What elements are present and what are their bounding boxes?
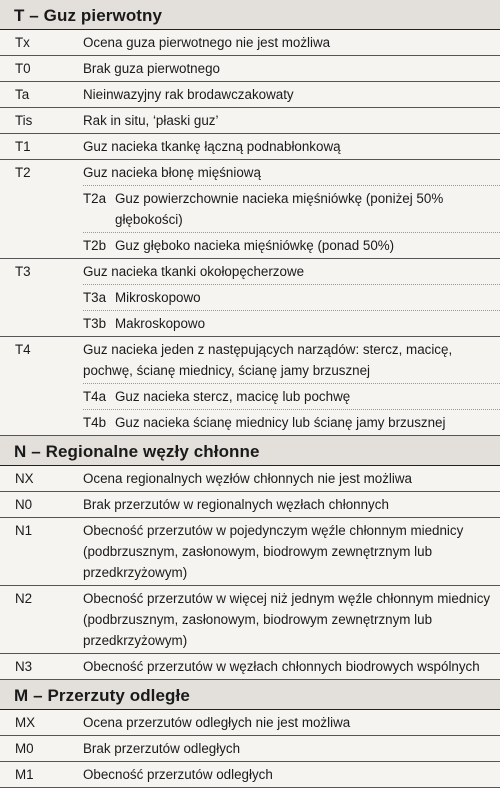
row-code: T1 xyxy=(15,139,31,154)
table-row xyxy=(0,736,500,762)
row-content xyxy=(83,588,500,651)
table-row xyxy=(0,518,500,586)
row-description: Brak przerzutów odległych xyxy=(83,741,241,756)
table-row xyxy=(0,30,500,56)
row-description: Obecność przerzutów odległych xyxy=(83,767,273,782)
row-code: N0 xyxy=(15,497,33,512)
row-code: M1 xyxy=(15,767,34,782)
table-row xyxy=(0,586,500,654)
row-code: Tis xyxy=(15,113,33,128)
row-content xyxy=(83,136,500,157)
row-content xyxy=(83,656,500,677)
table-row xyxy=(0,492,500,518)
row-content xyxy=(83,468,500,489)
row-content xyxy=(83,162,500,256)
sub-row-description: Guz głęboko nacieka mięśniówkę (ponad 50%) xyxy=(115,238,395,253)
sub-row-description: Guz nacieka stercz, macicę lub pochwę xyxy=(115,389,351,404)
sub-row xyxy=(83,310,500,334)
row-content xyxy=(83,84,500,105)
row-code: T4 xyxy=(15,342,31,357)
row-code: MX xyxy=(15,715,36,730)
sub-row xyxy=(83,383,500,407)
sub-row xyxy=(83,284,500,308)
row-code: Ta xyxy=(15,87,30,102)
sub-row xyxy=(83,232,500,256)
sub-row-description: Makroskopowo xyxy=(115,316,206,331)
row-code: N3 xyxy=(15,659,33,674)
sub-row-code: T4b xyxy=(83,415,107,430)
section-header: M – Przerzuty odległe xyxy=(0,680,500,710)
table-row xyxy=(0,654,500,680)
row-description: Guz nacieka tkanki okołopęcherzowe xyxy=(83,264,305,279)
row-content xyxy=(83,261,500,334)
table-row xyxy=(0,56,500,82)
row-description: Guz nacieka błonę mięśniową xyxy=(83,165,261,180)
row-content xyxy=(83,32,500,53)
row-description: Nieinwazyjny rak brodawczakowaty xyxy=(83,87,294,102)
row-code: NX xyxy=(15,471,34,486)
row-code: N2 xyxy=(15,591,33,606)
table-row xyxy=(0,466,500,492)
section-header: N – Regionalne węzły chłonne xyxy=(0,436,500,466)
row-description: Brak guza pierwotnego xyxy=(83,61,220,76)
row-description: Guz nacieka tkankę łączną podnabłonkową xyxy=(83,139,341,154)
row-content xyxy=(83,339,500,433)
sub-row-code: T2b xyxy=(83,238,107,253)
row-description: Ocena przerzutów odległych nie jest możliwa xyxy=(83,715,351,730)
sub-row xyxy=(83,185,500,230)
row-description: Ocena guza pierwotnego nie jest możliwa xyxy=(83,35,331,50)
row-content xyxy=(83,712,500,733)
row-content xyxy=(83,58,500,79)
sub-row-description: Mikroskopowo xyxy=(115,290,201,305)
row-code: T3 xyxy=(15,264,31,279)
row-content xyxy=(83,738,500,759)
table-row xyxy=(0,762,500,788)
row-content xyxy=(83,520,500,583)
sub-row-description: Guz nacieka ścianę miednicy lub ścianę jamy brzusznej xyxy=(115,415,446,430)
table-row xyxy=(0,337,500,436)
row-description: Rak in situ, ‘płaski guz’ xyxy=(83,113,219,128)
table-row xyxy=(0,259,500,337)
row-description: Ocena regionalnych węzłów chłonnych nie jest możliwa xyxy=(83,471,412,486)
row-description: Obecność przerzutów w więcej niż jednym węźle chłonnym miednicy (podbrzusznym, zasłonowym, biodrowym zewnętrznym lub przedkrzyżowym) xyxy=(83,591,491,648)
row-description: Obecność przerzutów w węzłach chłonnych biodrowych wspólnych xyxy=(83,659,480,674)
row-description: Obecność przerzutów w pojedynczym węźle chłonnym miednicy (podbrzusznym, zasłonowym, biodrowym zewnętrznym lub przedkrzyżowym) xyxy=(83,523,464,580)
row-code: N1 xyxy=(15,523,33,538)
row-content xyxy=(83,110,500,131)
table-row xyxy=(0,160,500,259)
table-row xyxy=(0,710,500,736)
row-content xyxy=(83,764,500,785)
row-code: Tx xyxy=(15,35,30,50)
row-description: Brak przerzutów w regionalnych węzłach chłonnych xyxy=(83,497,389,512)
row-code: T2 xyxy=(15,165,31,180)
sub-row-code: T3a xyxy=(83,290,107,305)
table-row xyxy=(0,82,500,108)
row-description: Guz nacieka jeden z następujących narządów: stercz, macicę, pochwę, ścianę miednicy, ścianę jamy brzusznej xyxy=(83,342,453,378)
row-content xyxy=(83,494,500,515)
table-row xyxy=(0,108,500,134)
row-code: M0 xyxy=(15,741,34,756)
table-row xyxy=(0,134,500,160)
sub-row-code: T4a xyxy=(83,389,107,404)
row-code: T0 xyxy=(15,61,31,76)
section-header: T – Guz pierwotny xyxy=(0,0,500,30)
sub-row-description: Guz powierzchownie nacieka mięśniówkę (poniżej 50% głębokości) xyxy=(115,191,444,227)
sub-row-code: T3b xyxy=(83,316,107,331)
sub-row-code: T2a xyxy=(83,191,107,206)
sub-row xyxy=(83,409,500,433)
